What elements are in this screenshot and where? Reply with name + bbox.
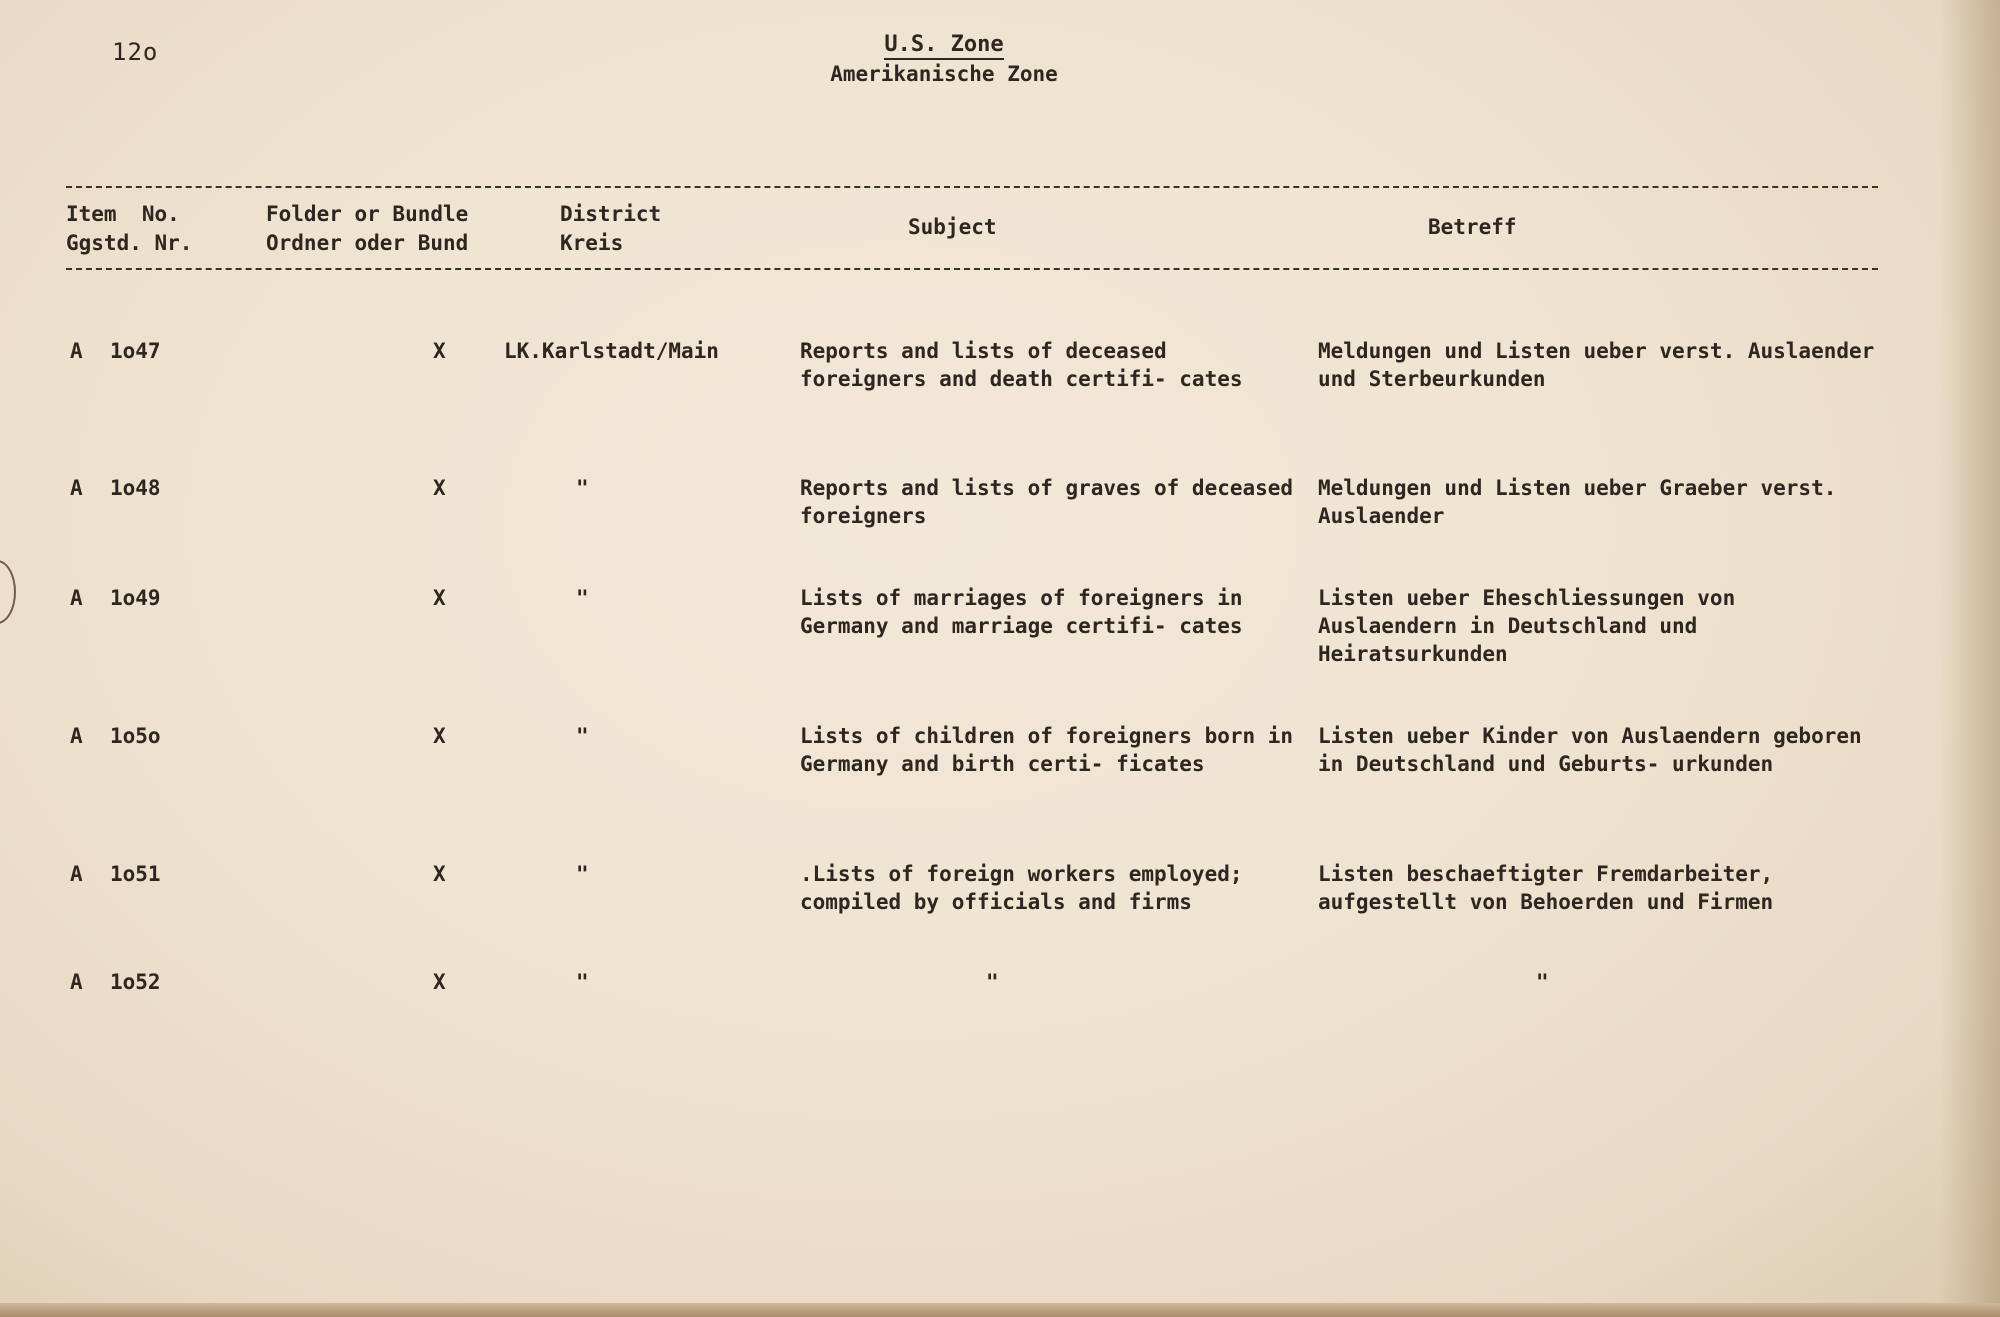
row-folder-mark: X	[433, 970, 446, 994]
row-item-number: 1o52	[110, 970, 161, 994]
header-top-rule	[66, 186, 1878, 188]
row-district-ditto: "	[576, 970, 589, 994]
zone-title-text: U.S. Zone	[884, 32, 1003, 60]
row-betreff: Listen beschaeftigter Fremdarbeiter, aufgestellt von Behoerden und Firmen	[1318, 862, 1774, 914]
header-district-line2: Kreis	[560, 231, 624, 255]
page-bottom-edge	[0, 1303, 2000, 1317]
header-district-line1: District	[560, 202, 662, 226]
row-item-number: 1o5o	[110, 724, 161, 748]
row-item-letter: A	[70, 586, 83, 610]
page-number: 12o	[112, 38, 159, 66]
row-item-letter: A	[70, 970, 83, 994]
row-item-number: 1o49	[110, 586, 161, 610]
header-subject: Subject	[908, 215, 997, 239]
row-folder-mark: X	[433, 862, 446, 886]
row-folder-mark: X	[433, 724, 446, 748]
row-item-number: 1o47	[110, 339, 161, 363]
row-subject: Reports and lists of deceased foreigners and death certifi- cates	[800, 339, 1243, 391]
row-district: LK.Karlstadt/Main	[504, 339, 719, 363]
header-bottom-rule	[66, 268, 1878, 270]
row-folder-mark: X	[433, 476, 446, 500]
row-subject: .Lists of foreign workers employed; compiled by officials and firms	[800, 862, 1243, 914]
row-item-number: 1o51	[110, 862, 161, 886]
row-folder-mark: X	[433, 586, 446, 610]
row-subject: Lists of marriages of foreigners in Germany and marriage certifi- cates	[800, 586, 1243, 638]
row-subject: Reports and lists of graves of deceased foreigners	[800, 476, 1294, 528]
binding-ring	[0, 560, 16, 624]
row-betreff: Listen ueber Eheschliessungen von Auslaendern in Deutschland und Heiratsurkunden	[1318, 586, 1736, 666]
header-item-line2: Ggstd. Nr.	[66, 231, 193, 255]
row-district-ditto: "	[576, 862, 589, 886]
row-subject-ditto: "	[986, 970, 999, 994]
row-item-letter: A	[70, 476, 83, 500]
row-folder-mark: X	[433, 339, 446, 363]
row-district-ditto: "	[576, 476, 589, 500]
row-item-letter: A	[70, 724, 83, 748]
row-betreff: Listen ueber Kinder von Auslaendern geboren in Deutschland und Geburts- urkunden	[1318, 724, 1862, 776]
row-betreff: Meldungen und Listen ueber verst. Auslaender und Sterbeurkunden	[1318, 339, 1875, 391]
page-edge-shadow	[1940, 0, 2000, 1317]
row-betreff-ditto: "	[1536, 970, 1549, 994]
row-district-ditto: "	[576, 586, 589, 610]
header-item-line1: Item No.	[66, 202, 180, 226]
header-folder-line1: Folder or Bundle	[266, 202, 469, 226]
header-betreff: Betreff	[1428, 215, 1517, 239]
row-betreff: Meldungen und Listen ueber Graeber verst. Auslaender	[1318, 476, 1837, 528]
row-item-letter: A	[70, 862, 83, 886]
row-item-letter: A	[70, 339, 83, 363]
row-item-number: 1o48	[110, 476, 161, 500]
row-subject: Lists of children of foreigners born in Germany and birth certi- ficates	[800, 724, 1294, 776]
zone-subtitle: Amerikanische Zone	[830, 62, 1058, 86]
zone-title	[0, 32, 1888, 57]
header-folder-line2: Ordner oder Bund	[266, 231, 469, 255]
row-district-ditto: "	[576, 724, 589, 748]
